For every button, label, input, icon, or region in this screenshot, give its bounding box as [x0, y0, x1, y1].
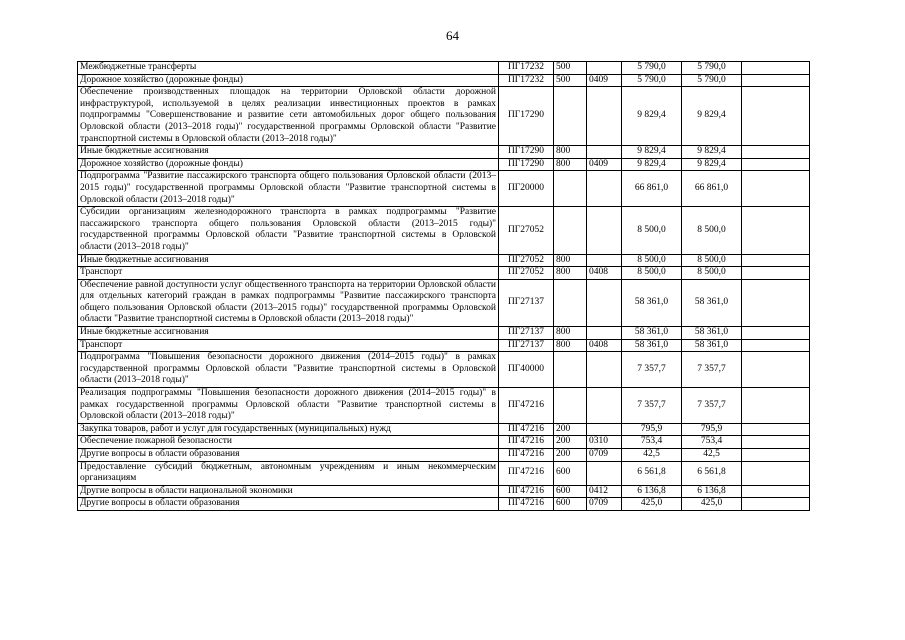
table-row — [78, 267, 810, 280]
target-code-cell: ПГ47216 — [499, 461, 554, 485]
empty-cell — [742, 449, 810, 462]
row-name-cell: Иные бюджетные ассигнования — [78, 327, 499, 340]
section-code-cell — [587, 279, 622, 326]
table-row — [78, 62, 810, 75]
amount-cell-2: 8 500,0 — [682, 267, 742, 280]
target-code-cell: ПГ17232 — [499, 74, 554, 87]
section-code-cell — [587, 87, 622, 146]
amount-cell-2: 753,4 — [682, 436, 742, 449]
table-row — [78, 485, 810, 498]
page-number: 64 — [446, 28, 459, 43]
section-code-cell: 0709 — [587, 449, 622, 462]
section-code-cell — [587, 62, 622, 75]
row-name-cell: Обеспечение равной доступности услуг общественного транспорта на территории Орловской области для отдельных категорий граждан в рамках подпрограммы "Развитие пассажирского транспорта общего пользования Орловской области (2013–2015 годы)" государственной программы Орловской области "Развитие транспортной системы в Орловской области (2013–2018 годы)" — [78, 279, 499, 326]
amount-cell-2: 42,5 — [682, 449, 742, 462]
expense-type-cell: 500 — [554, 74, 587, 87]
target-code-cell: ПГ27052 — [499, 267, 554, 280]
amount-cell: 8 500,0 — [622, 207, 682, 254]
amount-cell-2: 8 500,0 — [682, 207, 742, 254]
empty-cell — [742, 461, 810, 485]
section-code-cell — [587, 254, 622, 267]
amount-cell: 6 561,8 — [622, 461, 682, 485]
empty-cell — [742, 388, 810, 424]
row-name-cell: Дорожное хозяйство (дорожные фонды) — [78, 158, 499, 171]
expense-type-cell: 200 — [554, 423, 587, 436]
section-code-cell: 0709 — [587, 498, 622, 511]
row-name-cell: Межбюджетные трансферты — [78, 62, 499, 75]
table-row — [78, 254, 810, 267]
section-code-cell — [587, 388, 622, 424]
amount-cell-2: 5 790,0 — [682, 62, 742, 75]
target-code-cell: ПГ27137 — [499, 327, 554, 340]
amount-cell-2: 7 357,7 — [682, 352, 742, 388]
amount-cell-2: 8 500,0 — [682, 254, 742, 267]
target-code-cell: ПГ27137 — [499, 339, 554, 352]
target-code-cell: ПГ17232 — [499, 62, 554, 75]
empty-cell — [742, 146, 810, 159]
section-code-cell — [587, 461, 622, 485]
amount-cell: 7 357,7 — [622, 388, 682, 424]
expense-type-cell: 600 — [554, 485, 587, 498]
empty-cell — [742, 339, 810, 352]
section-code-cell — [587, 146, 622, 159]
empty-cell — [742, 254, 810, 267]
target-code-cell: ПГ40000 — [499, 352, 554, 388]
target-code-cell: ПГ17290 — [499, 158, 554, 171]
amount-cell: 6 136,8 — [622, 485, 682, 498]
table-row — [78, 352, 810, 388]
empty-cell — [742, 352, 810, 388]
section-code-cell: 0409 — [587, 74, 622, 87]
budget-table-body — [78, 62, 810, 511]
row-name-cell: Иные бюджетные ассигнования — [78, 254, 499, 267]
amount-cell: 58 361,0 — [622, 339, 682, 352]
empty-cell — [742, 498, 810, 511]
section-code-cell: 0412 — [587, 485, 622, 498]
amount-cell-2: 58 361,0 — [682, 279, 742, 326]
expense-type-cell: 800 — [554, 146, 587, 159]
section-code-cell: 0310 — [587, 436, 622, 449]
row-name-cell: Субсидии организациям железнодорожного транспорта в рамках подпрограммы "Развитие пассажирского транспорта общего пользования Орловской области (2013–2015 годы)" государственной программы Орловской области "Развитие транспортной системы в Орловской области (2013–2018 годы)" — [78, 207, 499, 254]
target-code-cell: ПГ47216 — [499, 436, 554, 449]
target-code-cell: ПГ47216 — [499, 423, 554, 436]
empty-cell — [742, 87, 810, 146]
budget-table — [77, 61, 810, 511]
expense-type-cell — [554, 352, 587, 388]
expense-type-cell — [554, 207, 587, 254]
expense-type-cell: 800 — [554, 267, 587, 280]
amount-cell: 8 500,0 — [622, 267, 682, 280]
row-name-cell: Подпрограмма "Развитие пассажирского транспорта общего пользования Орловской области (2013–2015 годы)" государственной программы Орловской области "Развитие транспортной системы в Орловской области (2013–2018 годы)" — [78, 171, 499, 207]
table-row — [78, 158, 810, 171]
expense-type-cell: 500 — [554, 62, 587, 75]
amount-cell: 753,4 — [622, 436, 682, 449]
table-row — [78, 339, 810, 352]
section-code-cell: 0408 — [587, 339, 622, 352]
amount-cell: 58 361,0 — [622, 327, 682, 340]
row-name-cell: Подпрограмма "Повышения безопасности дорожного движения (2014–2015 годы)" в рамках государственной программы Орловской области "Развитие транспортной системы в Орловской области (2013–2018 годы)" — [78, 352, 499, 388]
amount-cell-2: 9 829,4 — [682, 158, 742, 171]
empty-cell — [742, 171, 810, 207]
target-code-cell: ПГ47216 — [499, 388, 554, 424]
expense-type-cell: 800 — [554, 339, 587, 352]
section-code-cell: 0409 — [587, 158, 622, 171]
amount-cell: 66 861,0 — [622, 171, 682, 207]
table-row — [78, 207, 810, 254]
amount-cell: 9 829,4 — [622, 87, 682, 146]
expense-type-cell: 800 — [554, 327, 587, 340]
section-code-cell — [587, 327, 622, 340]
empty-cell — [742, 74, 810, 87]
expense-type-cell — [554, 171, 587, 207]
target-code-cell: ПГ17290 — [499, 146, 554, 159]
amount-cell-2: 795,9 — [682, 423, 742, 436]
row-name-cell: Дорожное хозяйство (дорожные фонды) — [78, 74, 499, 87]
row-name-cell: Другие вопросы в области образования — [78, 498, 499, 511]
expense-type-cell: 200 — [554, 436, 587, 449]
amount-cell-2: 6 561,8 — [682, 461, 742, 485]
expense-type-cell — [554, 279, 587, 326]
amount-cell-2: 9 829,4 — [682, 87, 742, 146]
row-name-cell: Обеспечение пожарной безопасности — [78, 436, 499, 449]
amount-cell-2: 58 361,0 — [682, 339, 742, 352]
table-row — [78, 171, 810, 207]
amount-cell-2: 9 829,4 — [682, 146, 742, 159]
amount-cell: 58 361,0 — [622, 279, 682, 326]
amount-cell-2: 6 136,8 — [682, 485, 742, 498]
row-name-cell: Другие вопросы в области образования — [78, 449, 499, 462]
target-code-cell: ПГ27137 — [499, 279, 554, 326]
amount-cell: 9 829,4 — [622, 158, 682, 171]
target-code-cell: ПГ27052 — [499, 254, 554, 267]
table-row — [78, 87, 810, 146]
target-code-cell: ПГ17290 — [499, 87, 554, 146]
row-name-cell: Предоставление субсидий бюджетным, автономным учреждениям и иным некоммерческим организациям — [78, 461, 499, 485]
table-row — [78, 461, 810, 485]
amount-cell: 8 500,0 — [622, 254, 682, 267]
table-row — [78, 388, 810, 424]
row-name-cell: Обеспечение производственных площадок на территории Орловской области дорожной инфраструктурой, используемой в целях реализации инвестиционных проектов в рамках подпрограммы "Совершенствование и развитие сети автомобильных дорог общего пользования Орловской области (2013–2018 годы)" государственной программы Орловской области "Развитие транспортной системы в Орловской области (2013–2018 годы)" — [78, 87, 499, 146]
expense-type-cell: 800 — [554, 254, 587, 267]
empty-cell — [742, 158, 810, 171]
amount-cell-2: 58 361,0 — [682, 327, 742, 340]
amount-cell: 42,5 — [622, 449, 682, 462]
expense-type-cell — [554, 388, 587, 424]
target-code-cell: ПГ47216 — [499, 498, 554, 511]
amount-cell-2: 425,0 — [682, 498, 742, 511]
row-name-cell: Транспорт — [78, 267, 499, 280]
target-code-cell: ПГ20000 — [499, 171, 554, 207]
empty-cell — [742, 279, 810, 326]
table-row — [78, 498, 810, 511]
section-code-cell — [587, 171, 622, 207]
row-name-cell: Другие вопросы в области национальной экономики — [78, 485, 499, 498]
amount-cell: 795,9 — [622, 423, 682, 436]
amount-cell: 5 790,0 — [622, 74, 682, 87]
section-code-cell: 0408 — [587, 267, 622, 280]
section-code-cell — [587, 423, 622, 436]
expense-type-cell — [554, 87, 587, 146]
empty-cell — [742, 436, 810, 449]
empty-cell — [742, 327, 810, 340]
table-row — [78, 423, 810, 436]
expense-type-cell: 800 — [554, 158, 587, 171]
amount-cell: 7 357,7 — [622, 352, 682, 388]
amount-cell-2: 5 790,0 — [682, 74, 742, 87]
section-code-cell — [587, 207, 622, 254]
row-name-cell: Закупка товаров, работ и услуг для государственных (муниципальных) нужд — [78, 423, 499, 436]
expense-type-cell: 600 — [554, 461, 587, 485]
table-row — [78, 436, 810, 449]
target-code-cell: ПГ47216 — [499, 485, 554, 498]
empty-cell — [742, 62, 810, 75]
empty-cell — [742, 485, 810, 498]
empty-cell — [742, 267, 810, 280]
target-code-cell: ПГ27052 — [499, 207, 554, 254]
row-name-cell: Реализация подпрограммы "Повышения безопасности дорожного движения (2014–2015 годы)" в рамках государственной программы Орловской области "Развитие транспортной системы в Орловской области (2013–2018 годы)" — [78, 388, 499, 424]
table-row — [78, 449, 810, 462]
row-name-cell: Иные бюджетные ассигнования — [78, 146, 499, 159]
section-code-cell — [587, 352, 622, 388]
table-row — [78, 74, 810, 87]
target-code-cell: ПГ47216 — [499, 449, 554, 462]
empty-cell — [742, 207, 810, 254]
amount-cell-2: 66 861,0 — [682, 171, 742, 207]
table-row — [78, 327, 810, 340]
amount-cell-2: 7 357,7 — [682, 388, 742, 424]
table-row — [78, 146, 810, 159]
amount-cell: 5 790,0 — [622, 62, 682, 75]
table-row — [78, 279, 810, 326]
amount-cell: 425,0 — [622, 498, 682, 511]
expense-type-cell: 600 — [554, 498, 587, 511]
amount-cell: 9 829,4 — [622, 146, 682, 159]
expense-type-cell: 200 — [554, 449, 587, 462]
row-name-cell: Транспорт — [78, 339, 499, 352]
empty-cell — [742, 423, 810, 436]
